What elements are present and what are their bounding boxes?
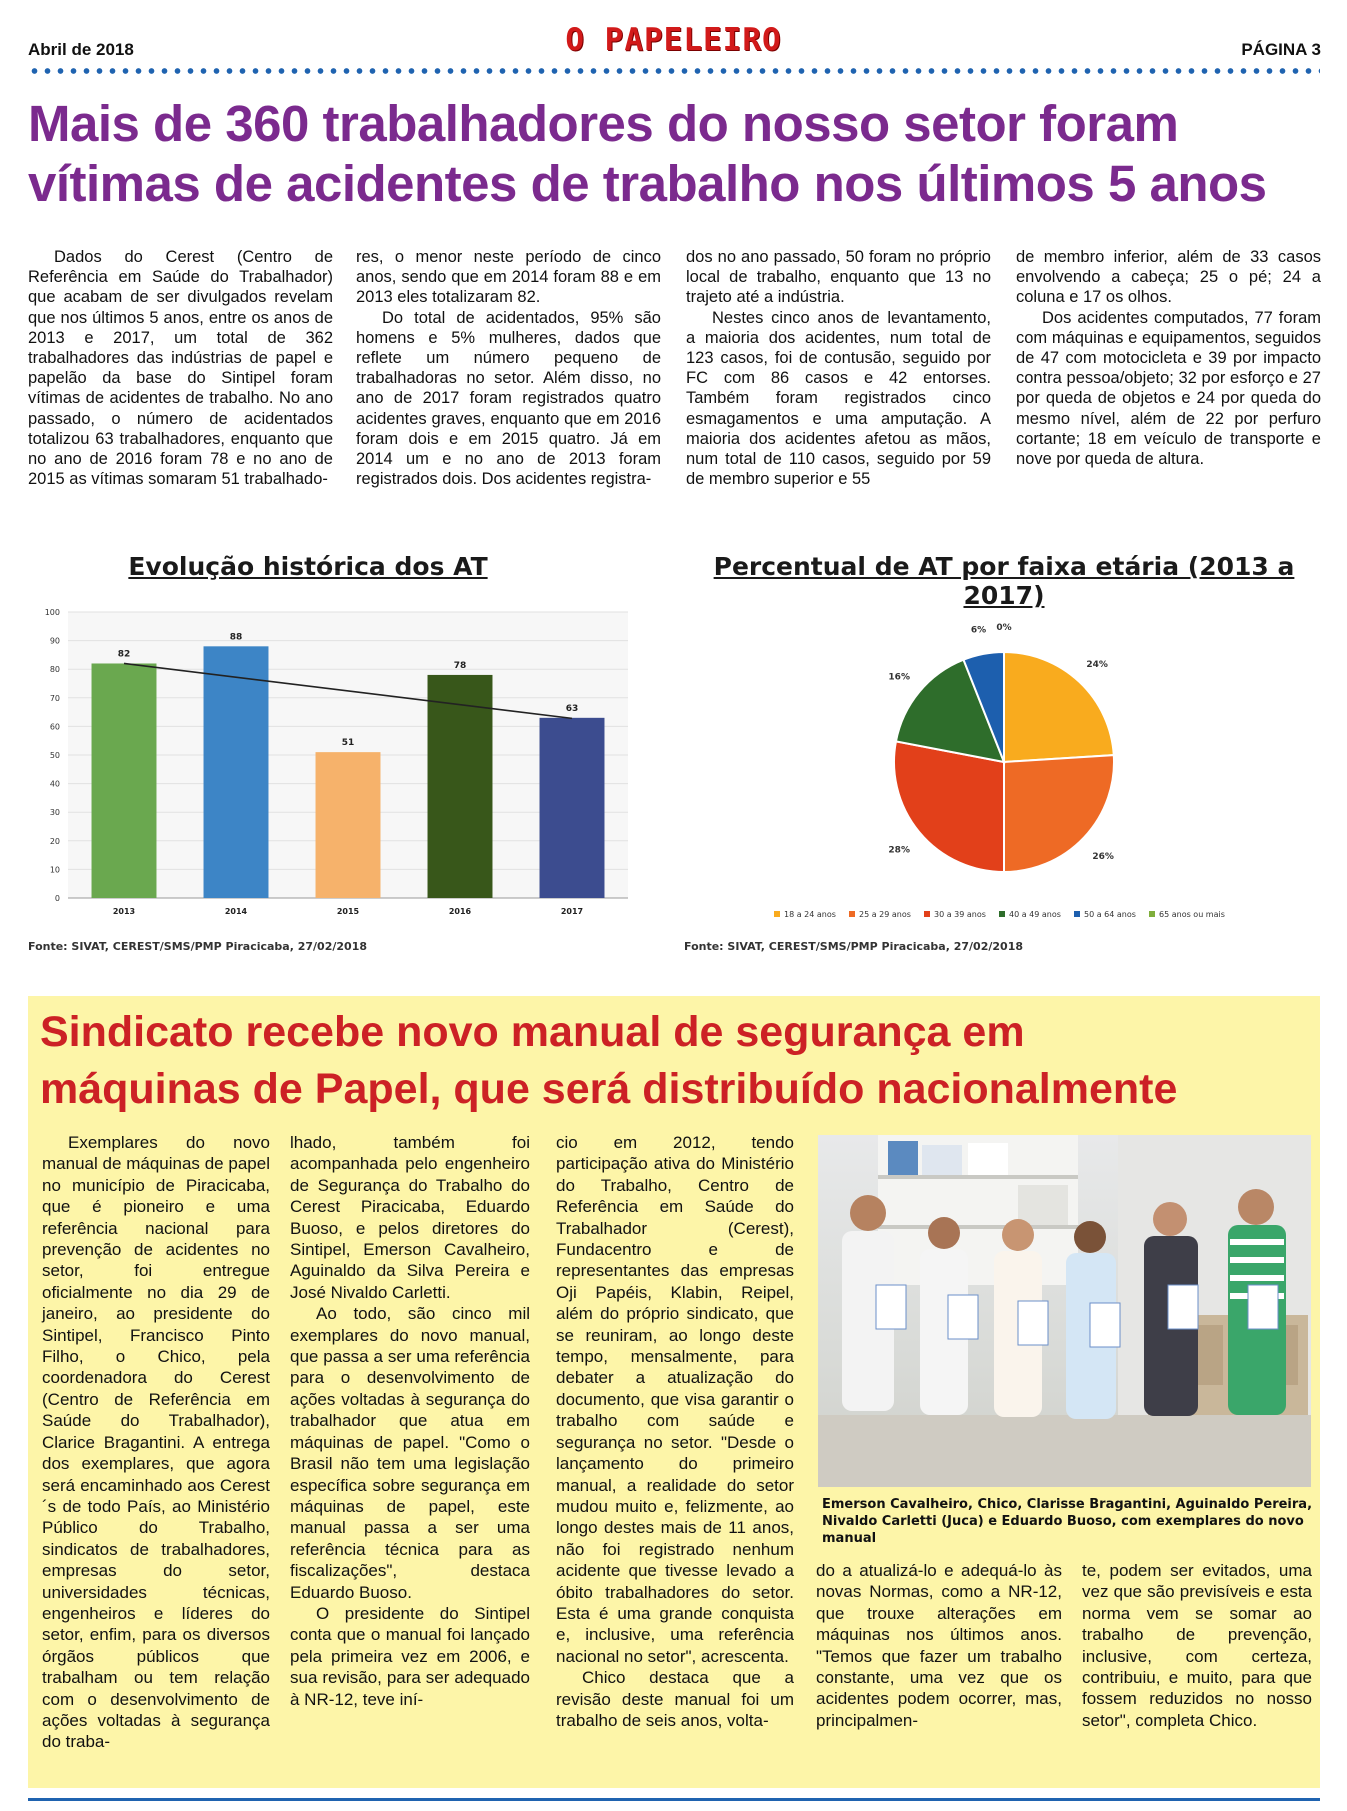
article2-paragraph: cio em 2012, tendo participação ativa do Ministério do Trabalho, Centro de Referência em Saúde do Trabalhador (Cerest), Fundacentro e de representantes das empresas Oji Papéis, Klabin, Reipel, além do próprio sindicato, que se reuniram, ao longo deste tempo, mensalmente, para debater a atualização do documento, que visa garantir o trabalho com saúde e segurança no setor. "Desde o lançamento do primeiro manual, a realidade do setor mudou muito e, felizmente, ao longo destes mais de 11 anos, não foi registrado nenhum acidente que tivesse levado a óbito trabalhadores do setor. Esta é uma grande conquista e, inclusive, uma referência nacional no setor", acrescenta.: [556, 1133, 794, 1666]
bar-2015: [316, 752, 381, 898]
article1-column-4: [1016, 247, 1321, 469]
article2-headline: [40, 1004, 1320, 1118]
bar-y-tick-label: 20: [49, 836, 60, 846]
article1-column-1: [28, 247, 333, 489]
bar-y-tick-label: 30: [49, 808, 60, 818]
pie-value-label: 16%: [888, 672, 910, 683]
pie-legend-swatch: [1149, 911, 1155, 917]
article1-paragraph: Dos acidentes computados, 77 foram com máquinas e equipamentos, seguidos de 47 com motocicleta e 39 por impacto contra pessoa/objeto; 32 por esforço e 27 por queda de objetos e 24 por queda do mesmo nível, além de 22 por perfuro cortante; 18 em veículo de transporte e nove por queda de altura.: [1016, 308, 1321, 469]
bar-y-tick-label: 70: [49, 693, 60, 703]
bar-y-tick-label: 80: [49, 665, 60, 675]
article2-paragraph: te, podem ser evitados, uma vez que são previsíveis e esta norma vem se somar ao trabalho de prevenção, inclusive, com certeza, contribuiu, e muito, para que fossem reduzidos no nosso setor", completa Chico.: [1082, 1561, 1312, 1730]
pie-chart-source: Fonte: SIVAT, CEREST/SMS/PMP Piracicaba, 27/02/2018: [684, 940, 1023, 953]
bar-y-tick-label: 10: [49, 865, 60, 875]
pie-legend-swatch: [924, 911, 930, 917]
bar-value-label: 78: [453, 660, 467, 671]
article2-paragraph: Exemplares do novo manual de máquinas de papel no município de Piracicaba, que é pioneiro e uma referência nacional para prevenção de acidentes no setor, foi entregue oficialmente no dia 29 de janeiro, ao presidente do Sintipel, Francisco Pinto Filho, o Chico, pela coordenadora do Cerest (Centro de Referência em Saúde do Trabalhador), Clarice Bragantini. A entrega dos exemplares, que agora será encaminhado aos Cerest´s de todo País, ao Ministério Público do Trabalho, sindicatos de trabalhadores, empresas do setor, universidades técnicas, engenheiros e líderes do setor, enfim, para os diversos órgãos públicos que trabalham ou tem relação com o desenvolvimento de ações voltadas à segurança do traba-: [42, 1133, 270, 1752]
pie-legend-label: 65 anos ou mais: [1159, 910, 1225, 919]
article1-paragraph: res, o menor neste período de cinco anos, sendo que em 2014 foram 88 e em 2013 eles totalizaram 82.: [356, 248, 661, 307]
bar-y-tick-label: 40: [49, 779, 60, 789]
group-photo: [818, 1135, 1311, 1487]
bar-chart-panel: [28, 550, 668, 965]
article1-paragraph: Nestes cinco anos de levantamento, a maioria dos acidentes, num total de 123 casos, foi de contusão, seguido por FC com 86 casos e 42 entorses. Também foram registrados cinco esmagamentos e uma amputação. A maioria dos acidentes afetou as mãos, num total de 110 casos, seguido por 59 de membro superior e 55: [686, 308, 991, 489]
bar-y-tick-label: 0: [54, 894, 60, 903]
bar-y-tick-label: 100: [44, 608, 60, 617]
bar-category-label: 2017: [560, 907, 584, 916]
pie-chart-panel: [684, 550, 1324, 965]
pie-slice: [894, 741, 1004, 872]
article2-paragraph: lhado, também foi acompanhada pelo engenheiro de Segurança do Trabalho do Cerest Piracicaba, Eduardo Buoso, e pelos diretores do Sintipel, Emerson Cavalheiro, Aguinaldo da Silva Pereira e José Nivaldo Carletti.: [290, 1133, 530, 1302]
article1-paragraph: dos no ano passado, 50 foram no próprio local de trabalho, enquanto que 13 no trajeto até a indústria.: [686, 248, 991, 307]
masthead-logo: O PAPELEIRO: [565, 22, 782, 58]
pie-value-label: 28%: [888, 845, 910, 856]
article1-column-2: [356, 247, 661, 489]
pie-legend-label: 25 a 29 anos: [859, 910, 911, 919]
article2-column-3: [556, 1132, 794, 1731]
pie-value-label: 0%: [996, 623, 1012, 633]
article2-paragraph: Ao todo, são cinco mil exemplares do novo manual, que passa a ser uma referência para o desenvolvimento de ações voltadas à segurança do trabalhador que atua em máquinas de papel. "Como o Brasil não tem uma legislação específica sobre segurança em máquinas de papel, este manual passa a ser uma referência técnica para as fiscalizações", destaca Eduardo Buoso.: [290, 1304, 530, 1602]
article1-headline: [28, 94, 1328, 214]
bar-value-label: 88: [229, 632, 243, 643]
pie-legend-swatch: [849, 911, 855, 917]
issue-date: Abril de 2018: [28, 40, 134, 59]
pie-legend-label: 50 a 64 anos: [1084, 910, 1136, 919]
header-dotted-divider: [28, 68, 1320, 74]
article2-column-4: [816, 1560, 1062, 1731]
article1-paragraph: Dados do Cerest (Centro de Referência em Saúde do Trabalhador) que acabam de ser divulgados revelam que nos últimos 5 anos, entre os anos de 2013 e 2017, um total de 362 trabalhadores das indústrias de papel e papelão da base do Sintipel foram vítimas de acidentes de trabalho. No ano passado, o número de acidentados totalizou 63 trabalhadores, enquanto que no ano de 2016 foram 78 e no ano de 2015 as vítimas somaram 51 trabalhado-: [28, 248, 333, 489]
pie-chart-title: Percentual de AT por faixa etária (2013 a 2017): [713, 552, 1295, 610]
bottom-rule: [28, 1798, 1320, 1801]
pie-chart: [684, 602, 1324, 942]
article1-headline-line1: Mais de 360 trabalhadores do nosso setor foram: [28, 95, 1179, 152]
bar-2016: [428, 675, 493, 898]
article2-headline-line1: Sindicato recebe novo manual de segurança em: [40, 1008, 1025, 1056]
bar-value-label: 51: [341, 738, 355, 749]
pie-value-label: 26%: [1092, 852, 1114, 863]
bar-value-label: 63: [565, 703, 579, 714]
pie-legend-swatch: [999, 911, 1005, 917]
pie-legend-label: 18 a 24 anos: [784, 910, 836, 919]
bar-2014: [204, 646, 269, 898]
pie-value-label: 6%: [970, 625, 987, 636]
pie-legend-label: 30 a 39 anos: [934, 910, 986, 919]
bar-y-tick-label: 60: [49, 722, 60, 732]
bar-category-label: 2015: [336, 907, 360, 916]
article2-column-2: [290, 1132, 530, 1710]
bar-chart: [28, 602, 668, 962]
pie-legend-swatch: [774, 911, 780, 917]
article2-headline-line2: máquinas de Papel, que será distribuído nacionalmente: [40, 1065, 1178, 1113]
pie-legend-swatch: [1074, 911, 1080, 917]
article1-headline-line2: vítimas de acidentes de trabalho nos últimos 5 anos: [28, 155, 1267, 212]
article1-paragraph: Do total de acidentados, 95% são homens e 5% mulheres, dados que reflete um número pequeno de trabalhadoras no setor. Além disso, no ano de 2017 foram registrados quatro acidentes graves, enquanto que em 2016 foram dois e em 2015 quatro. Já em 2014 um e no ano de 2013 foram registrados dois. Dos acidentes registra-: [356, 308, 661, 489]
bar-chart-source: Fonte: SIVAT, CEREST/SMS/PMP Piracicaba, 27/02/2018: [28, 940, 367, 953]
photo-caption: Emerson Cavalheiro, Chico, Clarisse Bragantini, Aguinaldo Pereira, Nivaldo Carletti (Juca) e Eduardo Buoso, com exemplares do novo manual: [822, 1497, 1313, 1546]
bar-2017: [540, 718, 605, 898]
pie-value-label: 24%: [1086, 659, 1108, 670]
bar-category-label: 2014: [224, 907, 248, 916]
article2-paragraph: Chico destaca que a revisão deste manual foi um trabalho de seis anos, volta-: [556, 1668, 794, 1730]
pie-legend-label: 40 a 49 anos: [1009, 910, 1061, 919]
article2-column-1: [42, 1132, 270, 1753]
bar-chart-title: Evolução histórica dos AT: [128, 552, 488, 581]
bar-y-tick-label: 50: [49, 751, 60, 760]
article2-paragraph: O presidente do Sintipel conta que o manual foi lançado pela primeira vez em 2006, e sua revisão, para ser adequado à NR-12, teve iní-: [290, 1603, 530, 1709]
bar-category-label: 2016: [448, 907, 472, 916]
bar-2013: [92, 663, 157, 898]
article2-paragraph: do a atualizá-lo e adequá-lo às novas Normas, como a NR-12, que trouxe alterações em máquinas nos últimos anos. "Temos que fazer um trabalho constante, uma vez que os acidentes podem ocorrer, mas, principalmen-: [816, 1561, 1062, 1730]
bar-y-tick-label: 90: [49, 636, 60, 646]
group-photo-illustration: [818, 1135, 1311, 1487]
bar-category-label: 2013: [112, 907, 136, 916]
article1-paragraph: de membro inferior, além de 33 casos envolvendo a cabeça; 25 o pé; 24 a coluna e 17 os olhos.: [1016, 248, 1321, 307]
bar-value-label: 82: [117, 649, 131, 660]
article1-column-3: [686, 247, 991, 489]
article2-column-5: [1082, 1560, 1312, 1731]
page-number: PÁGINA 3: [1241, 40, 1321, 59]
